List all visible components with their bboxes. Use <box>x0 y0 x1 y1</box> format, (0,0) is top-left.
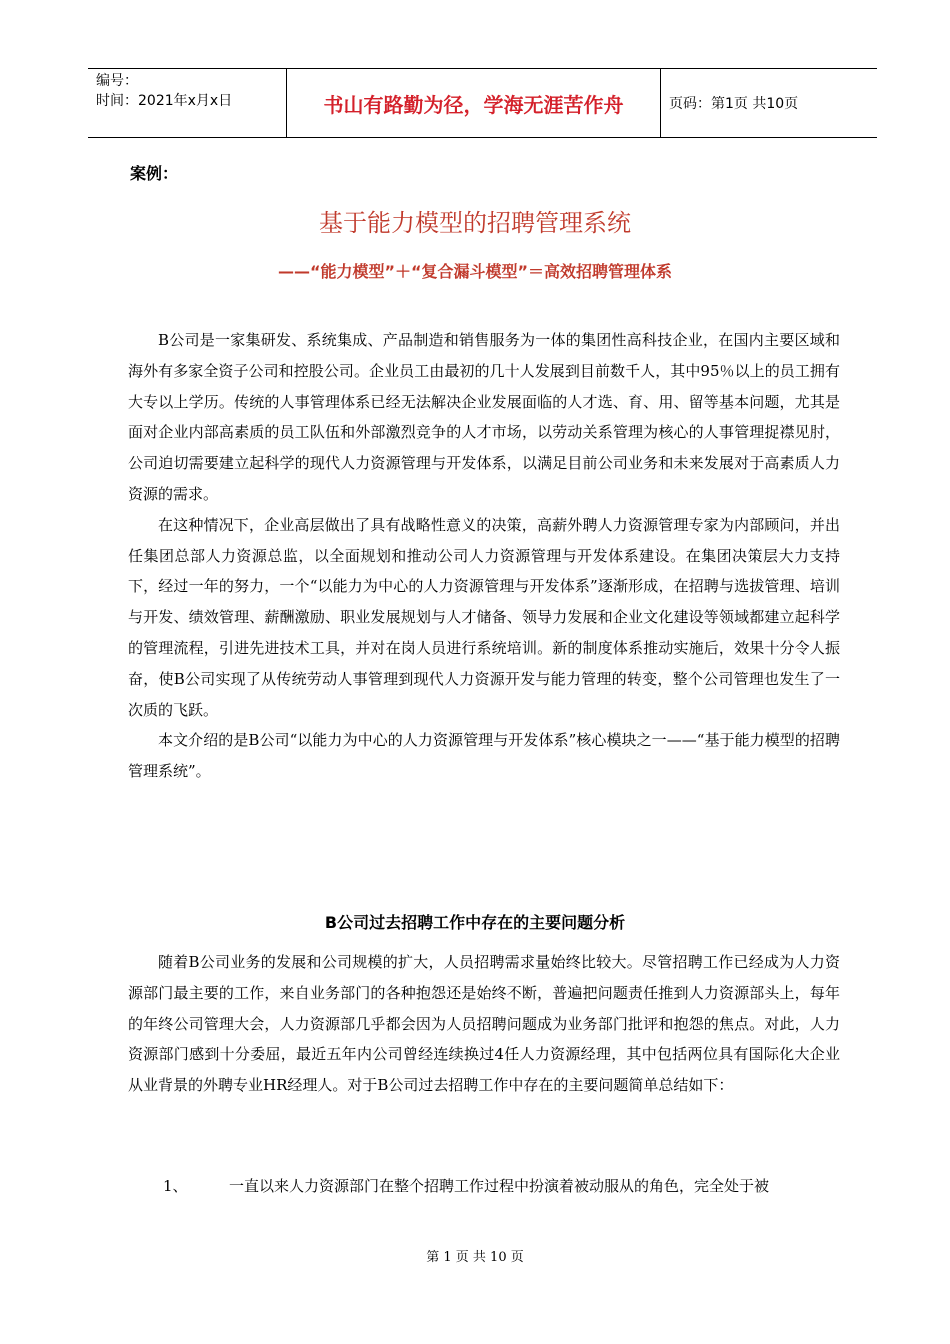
header-meta <box>88 69 287 137</box>
section-heading: B公司过去招聘工作中存在的主要问题分析 <box>324 913 626 932</box>
paragraph: 在这种情况下，企业高层做出了具有战略性意义的决策，高薪外聘人力资源管理专家为内部顾问，并出任集团总部人力资源总监，以全面规划和推动公司人力资源管理与开发体系建设。在集团决策层大力支持下，经过一年的努力，一个“以能力为中心的人力资源管理与开发体系”逐渐形成，在招聘与选拔管理、培训与开发、绩效管理、薪酬激励、职业发展规划与人才储备、领导力发展和企业文化建设等领域都建立起科学的管理流程，引进先进技术工具，并对在岗人员进行系统培训。新的制度体系推动实施后，效果十分令人振奋，使B公司实现了从传统劳动人事管理到现代人力资源开发与能力管理的转变，整个公司管理也发生了一次质的飞跃。 <box>128 515 840 719</box>
number-label: 编号： <box>96 73 138 89</box>
case-label: 案例： <box>130 164 179 183</box>
section-body <box>128 947 840 1101</box>
list-number: 1、 <box>163 1177 188 1195</box>
document-subtitle: ——“能力模型”＋“复合漏斗模型”＝高效招聘管理体系 <box>277 262 673 281</box>
paragraph: B公司是一家集研发、系统集成、产品制造和销售服务为一体的集团性高科技企业，在国内主要区域和海外有多家全资子公司和控股公司。企业员工由最初的几十人发展到目前数千人，其中95％以上的员工拥有大专以上学历。传统的人事管理体系已经无法解决企业发展面临的人才选、育、用、留等基本问题，尤其是面对企业内部高素质的员工队伍和外部激烈竞争的人才市场，以劳动关系管理为核心的人事管理捉襟见肘，公司迫切需要建立起科学的现代人力资源管理与开发体系，以满足目前公司业务和未来发展对于高素质人力资源的需求。 <box>128 331 840 503</box>
intro-body <box>128 325 840 787</box>
page-header <box>88 68 877 138</box>
header-motto: 书山有路勤为径，学海无涯苦作舟 <box>287 69 661 137</box>
document-title: 基于能力模型的招聘管理系统 <box>319 209 631 237</box>
page-footer: 第 1 页 共 10 页 <box>426 1250 524 1265</box>
list-text: 一直以来人力资源部门在整个招聘工作过程中扮演着被动服从的角色，完全处于被 <box>229 1177 770 1195</box>
time-label: 时间：2021年x月x日 <box>96 93 233 109</box>
header-page-label: 页码：第1页 共10页 <box>669 96 799 112</box>
paragraph: 本文介绍的是B公司“以能力为中心的人力资源管理与开发体系”核心模块之一——“基于能力模型的招聘管理系统”。 <box>128 731 840 781</box>
paragraph: 随着B公司业务的发展和公司规模的扩大，人员招聘需求量始终比较大。尽管招聘工作已经成为人力资源部门最主要的工作，来自业务部门的各种抱怨还是始终不断，普遍把问题责任推到人力资源部头上，每年的年终公司管理大会，人力资源部几乎都会因为人员招聘问题成为业务部门批评和抱怨的焦点。对此，人力资源部门感到十分委屈，最近五年内公司曾经连续换过4任人力资源经理，其中包括两位具有国际化大企业从业背景的外聘专业HR经理人。对于B公司过去招聘工作中存在的主要问题简单总结如下： <box>128 953 840 1095</box>
list-item <box>163 1175 841 1196</box>
